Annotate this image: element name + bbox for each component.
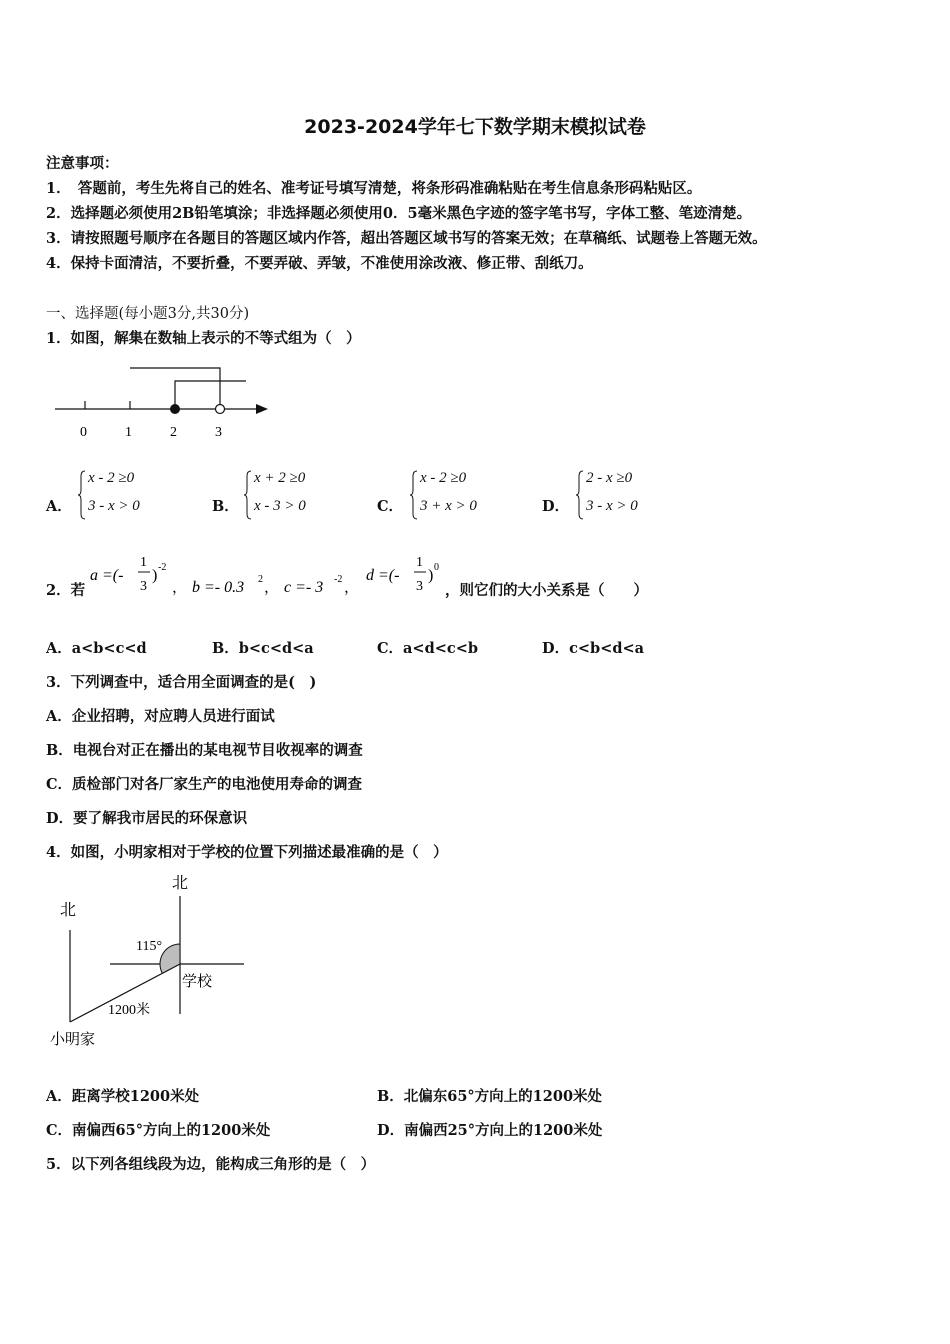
brace-icon: [78, 470, 86, 520]
inequality-row: x + 2 ≥0: [254, 470, 306, 486]
option-label: A．: [46, 498, 72, 515]
question-2-expressions: [86, 550, 466, 602]
question-3-option: C．质检部门对各厂家生产的电池使用寿命的调查: [46, 776, 363, 793]
exp-a: -2: [158, 562, 167, 573]
distance-label: 1200米: [108, 1003, 150, 1018]
school-label: 学校: [182, 974, 213, 990]
option-label: B．: [212, 498, 239, 515]
paren-close: ): [152, 567, 158, 584]
inequality-row: x - 2 ≥0: [88, 470, 135, 486]
angle-sector: [160, 944, 180, 973]
home-label: 小明家: [50, 1032, 96, 1048]
inequality-row: 3 + x > 0: [420, 498, 477, 514]
question-4-stem: 4．如图，小明家相对于学校的位置下列描述最准确的是（ ）: [46, 844, 448, 861]
question-3-stem: 3．下列调查中，适合用全面调查的是( ): [46, 674, 317, 691]
option-label: D．: [542, 498, 570, 515]
brace-icon: [410, 470, 418, 520]
number-line-figure: [50, 362, 280, 442]
exp-c: -2: [334, 574, 343, 585]
axis-label: 3: [215, 425, 222, 440]
inequality-row: 3 - x > 0: [586, 498, 638, 514]
expr-d: d =(-: [366, 567, 400, 584]
angle-label: 115°: [136, 939, 163, 954]
question-4-option: A．距离学校1200米处: [46, 1088, 200, 1105]
range-bracket-lt-3: [175, 381, 246, 409]
arrow-icon: [256, 404, 268, 414]
question-2-prefix: 2．若: [46, 582, 86, 599]
north-label-left: 北: [60, 902, 77, 919]
question-4-option: D．南偏西25°方向上的1200米处: [377, 1122, 603, 1139]
inequality-system-c: [410, 470, 500, 522]
question-4-option: C．南偏西65°方向上的1200米处: [46, 1122, 271, 1139]
sep-comma: ，: [264, 580, 280, 596]
option-label: C．: [377, 498, 404, 515]
notice-item: 3．请按照题号顺序在各题目的答题区域内作答，超出答题区域书写的答案无效；在草稿纸、试题卷上答题无效。: [46, 230, 767, 247]
question-2-option: D．c<b<d<a: [542, 640, 645, 657]
inequality-system-b: [244, 470, 334, 522]
question-4-option: B．北偏东65°方向上的1200米处: [377, 1088, 603, 1105]
closed-dot: [171, 405, 180, 414]
question-1-stem: 1．如图，解集在数轴上表示的不等式组为（ ）: [46, 330, 361, 347]
sep-comma: ，: [344, 580, 360, 596]
expr-c: c =- 3: [284, 579, 324, 596]
inequality-system-d: [576, 470, 666, 522]
frac-den: 3: [140, 579, 147, 594]
inequality-row: 3 - x > 0: [88, 498, 140, 514]
notice-heading: 注意事项：: [46, 155, 119, 172]
question-5-stem: 5．以下列各组线段为边，能构成三角形的是（ ）: [46, 1156, 376, 1173]
direction-figure: [44, 868, 264, 1058]
frac-den: 3: [416, 579, 423, 594]
exp-d: 0: [434, 562, 439, 573]
frac-num: 1: [140, 555, 147, 570]
expr-b: b =- 0.3: [192, 579, 245, 596]
notice-item: 4．保持卡面清洁，不要折叠，不要弄破、弄皱，不准使用涂改液、修正带、刮纸刀。: [46, 255, 593, 272]
expr-a: a =(-: [90, 567, 124, 584]
axis-label: 1: [125, 425, 132, 440]
question-3-option: A．企业招聘，对应聘人员进行面试: [46, 708, 275, 725]
paren-close: ): [428, 567, 434, 584]
question-2-option: A．a<b<c<d: [46, 640, 147, 657]
brace-icon: [576, 470, 584, 520]
brace-icon: [244, 470, 252, 520]
question-2-suffix: ，则它们的大小关系是（ ）: [445, 582, 648, 599]
sep-comma: ，: [172, 580, 188, 596]
question-2-option: C．a<d<c<b: [377, 640, 478, 657]
axis-label: 0: [80, 425, 87, 440]
question-3-option: D．要了解我市居民的环保意识: [46, 810, 248, 827]
question-2-option: B．b<c<d<a: [212, 640, 314, 657]
inequality-row: x - 2 ≥0: [420, 470, 467, 486]
frac-num: 1: [416, 555, 423, 570]
inequality-row: x - 3 > 0: [254, 498, 306, 514]
notice-item: 1． 答题前，考生先将自己的姓名、准考证号填写清楚，将条形码准确粘贴在考生信息条形码粘贴区。: [46, 180, 702, 197]
notice-item: 2．选择题必须使用2B铅笔填涂；非选择题必须使用0．5毫米黑色字迹的签字笔书写，字体工整、笔迹清楚。: [46, 205, 752, 222]
inequality-row: 2 - x ≥0: [586, 470, 633, 486]
inequality-system-a: [78, 470, 168, 522]
north-label-top: 北: [172, 875, 189, 892]
open-dot: [216, 405, 225, 414]
axis-label: 2: [170, 425, 177, 440]
section-heading: 一、选择题(每小题3分,共30分): [46, 306, 250, 322]
page-title: 2023-2024学年七下数学期末模拟试卷: [304, 116, 646, 138]
exp-b: 2: [258, 574, 263, 585]
question-3-option: B．电视台对正在播出的某电视节目收视率的调查: [46, 742, 363, 759]
